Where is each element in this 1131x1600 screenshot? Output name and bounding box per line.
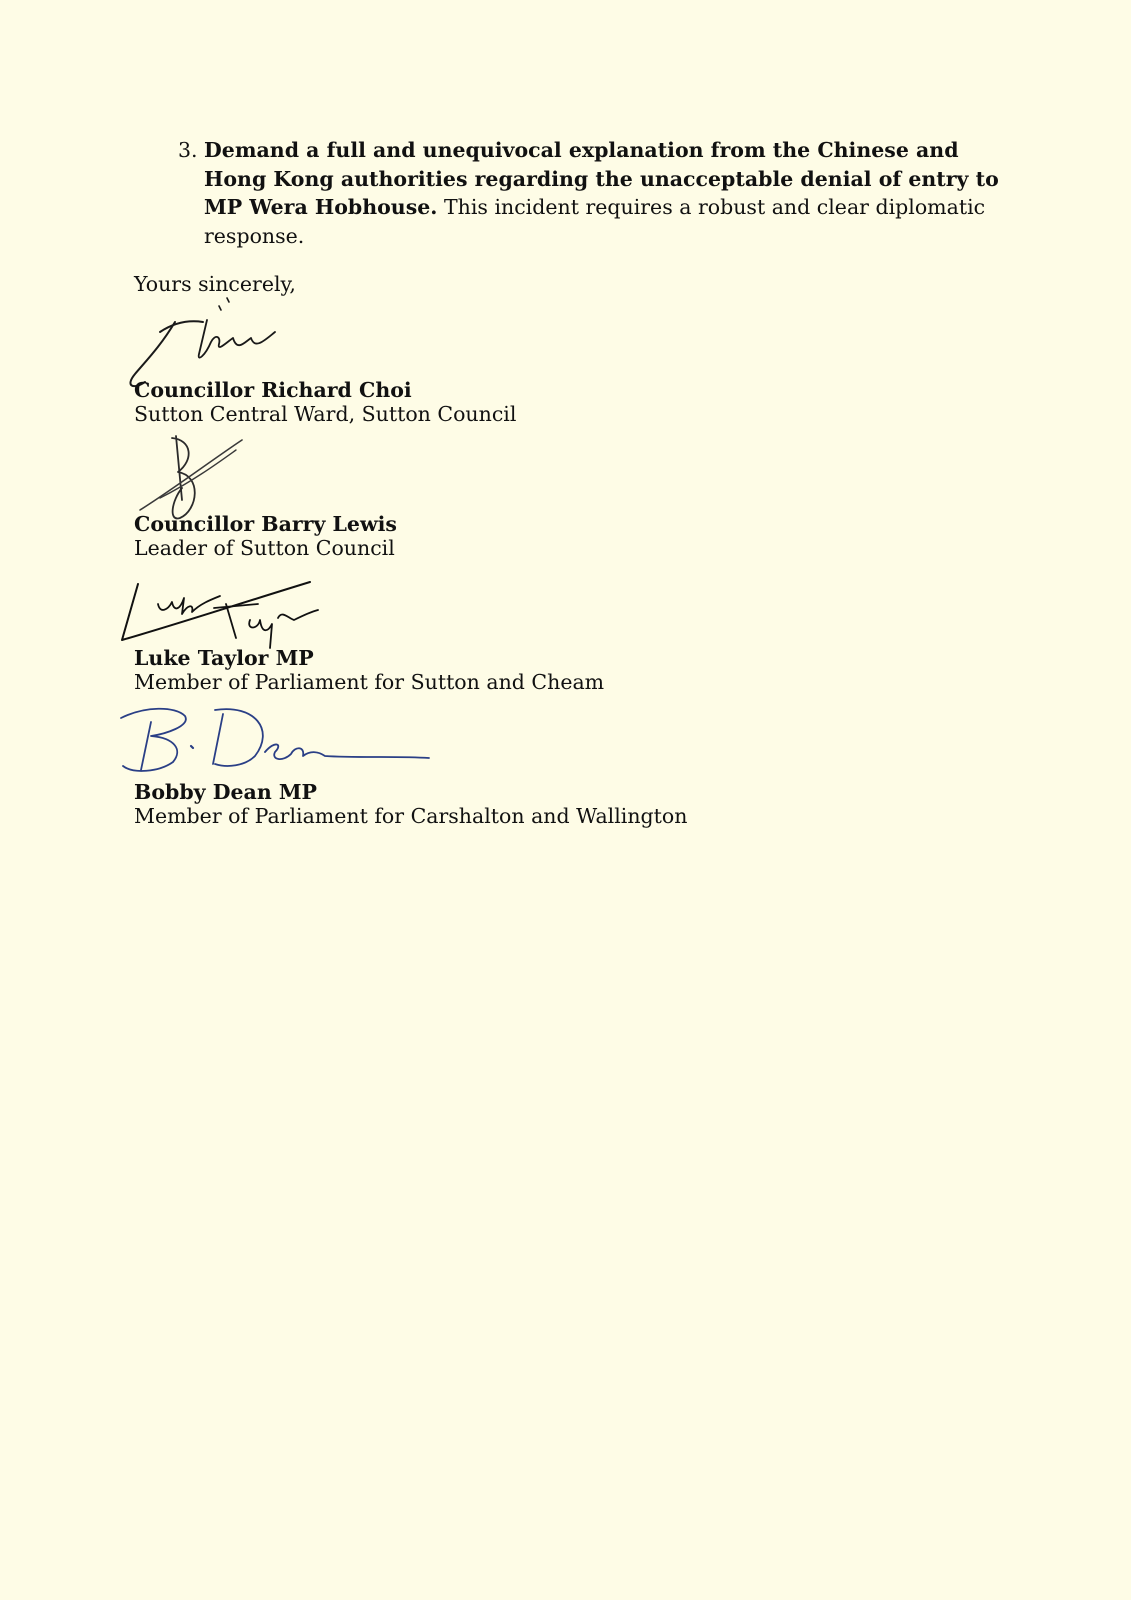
signature-richard-choi bbox=[115, 292, 295, 392]
closing-salutation: Yours sincerely, bbox=[134, 272, 296, 296]
signatory-3 bbox=[134, 646, 834, 694]
list-item-normal-text: This incident requires a robust and clear diplomatic response. bbox=[204, 195, 986, 248]
signatory-role: Member of Parliament for Sutton and Cheam bbox=[134, 670, 605, 694]
list-item-text bbox=[204, 136, 1008, 250]
signatory-2 bbox=[134, 512, 834, 560]
list-item-3 bbox=[178, 136, 1008, 250]
signature-bobby-dean bbox=[115, 700, 435, 780]
signatory-name: Luke Taylor MP bbox=[134, 646, 314, 670]
signatory-name: Councillor Barry Lewis bbox=[134, 512, 397, 536]
signatory-1 bbox=[134, 378, 834, 426]
signatory-name: Councillor Richard Choi bbox=[134, 378, 412, 402]
list-number: 3. bbox=[178, 138, 198, 162]
signature-luke-taylor bbox=[118, 574, 328, 654]
signatory-role: Leader of Sutton Council bbox=[134, 536, 395, 560]
list-item-bold-text: Demand a full and unequivocal explanation from the Chinese and Hong Kong authorities regarding the unacceptable denial of entry to MP Wera Hobhouse. bbox=[204, 138, 999, 219]
signatory-4 bbox=[134, 780, 834, 828]
signatory-role: Sutton Central Ward, Sutton Council bbox=[134, 402, 517, 426]
signatory-role: Member of Parliament for Carshalton and Wallington bbox=[134, 804, 688, 828]
signatory-name: Bobby Dean MP bbox=[134, 780, 317, 804]
